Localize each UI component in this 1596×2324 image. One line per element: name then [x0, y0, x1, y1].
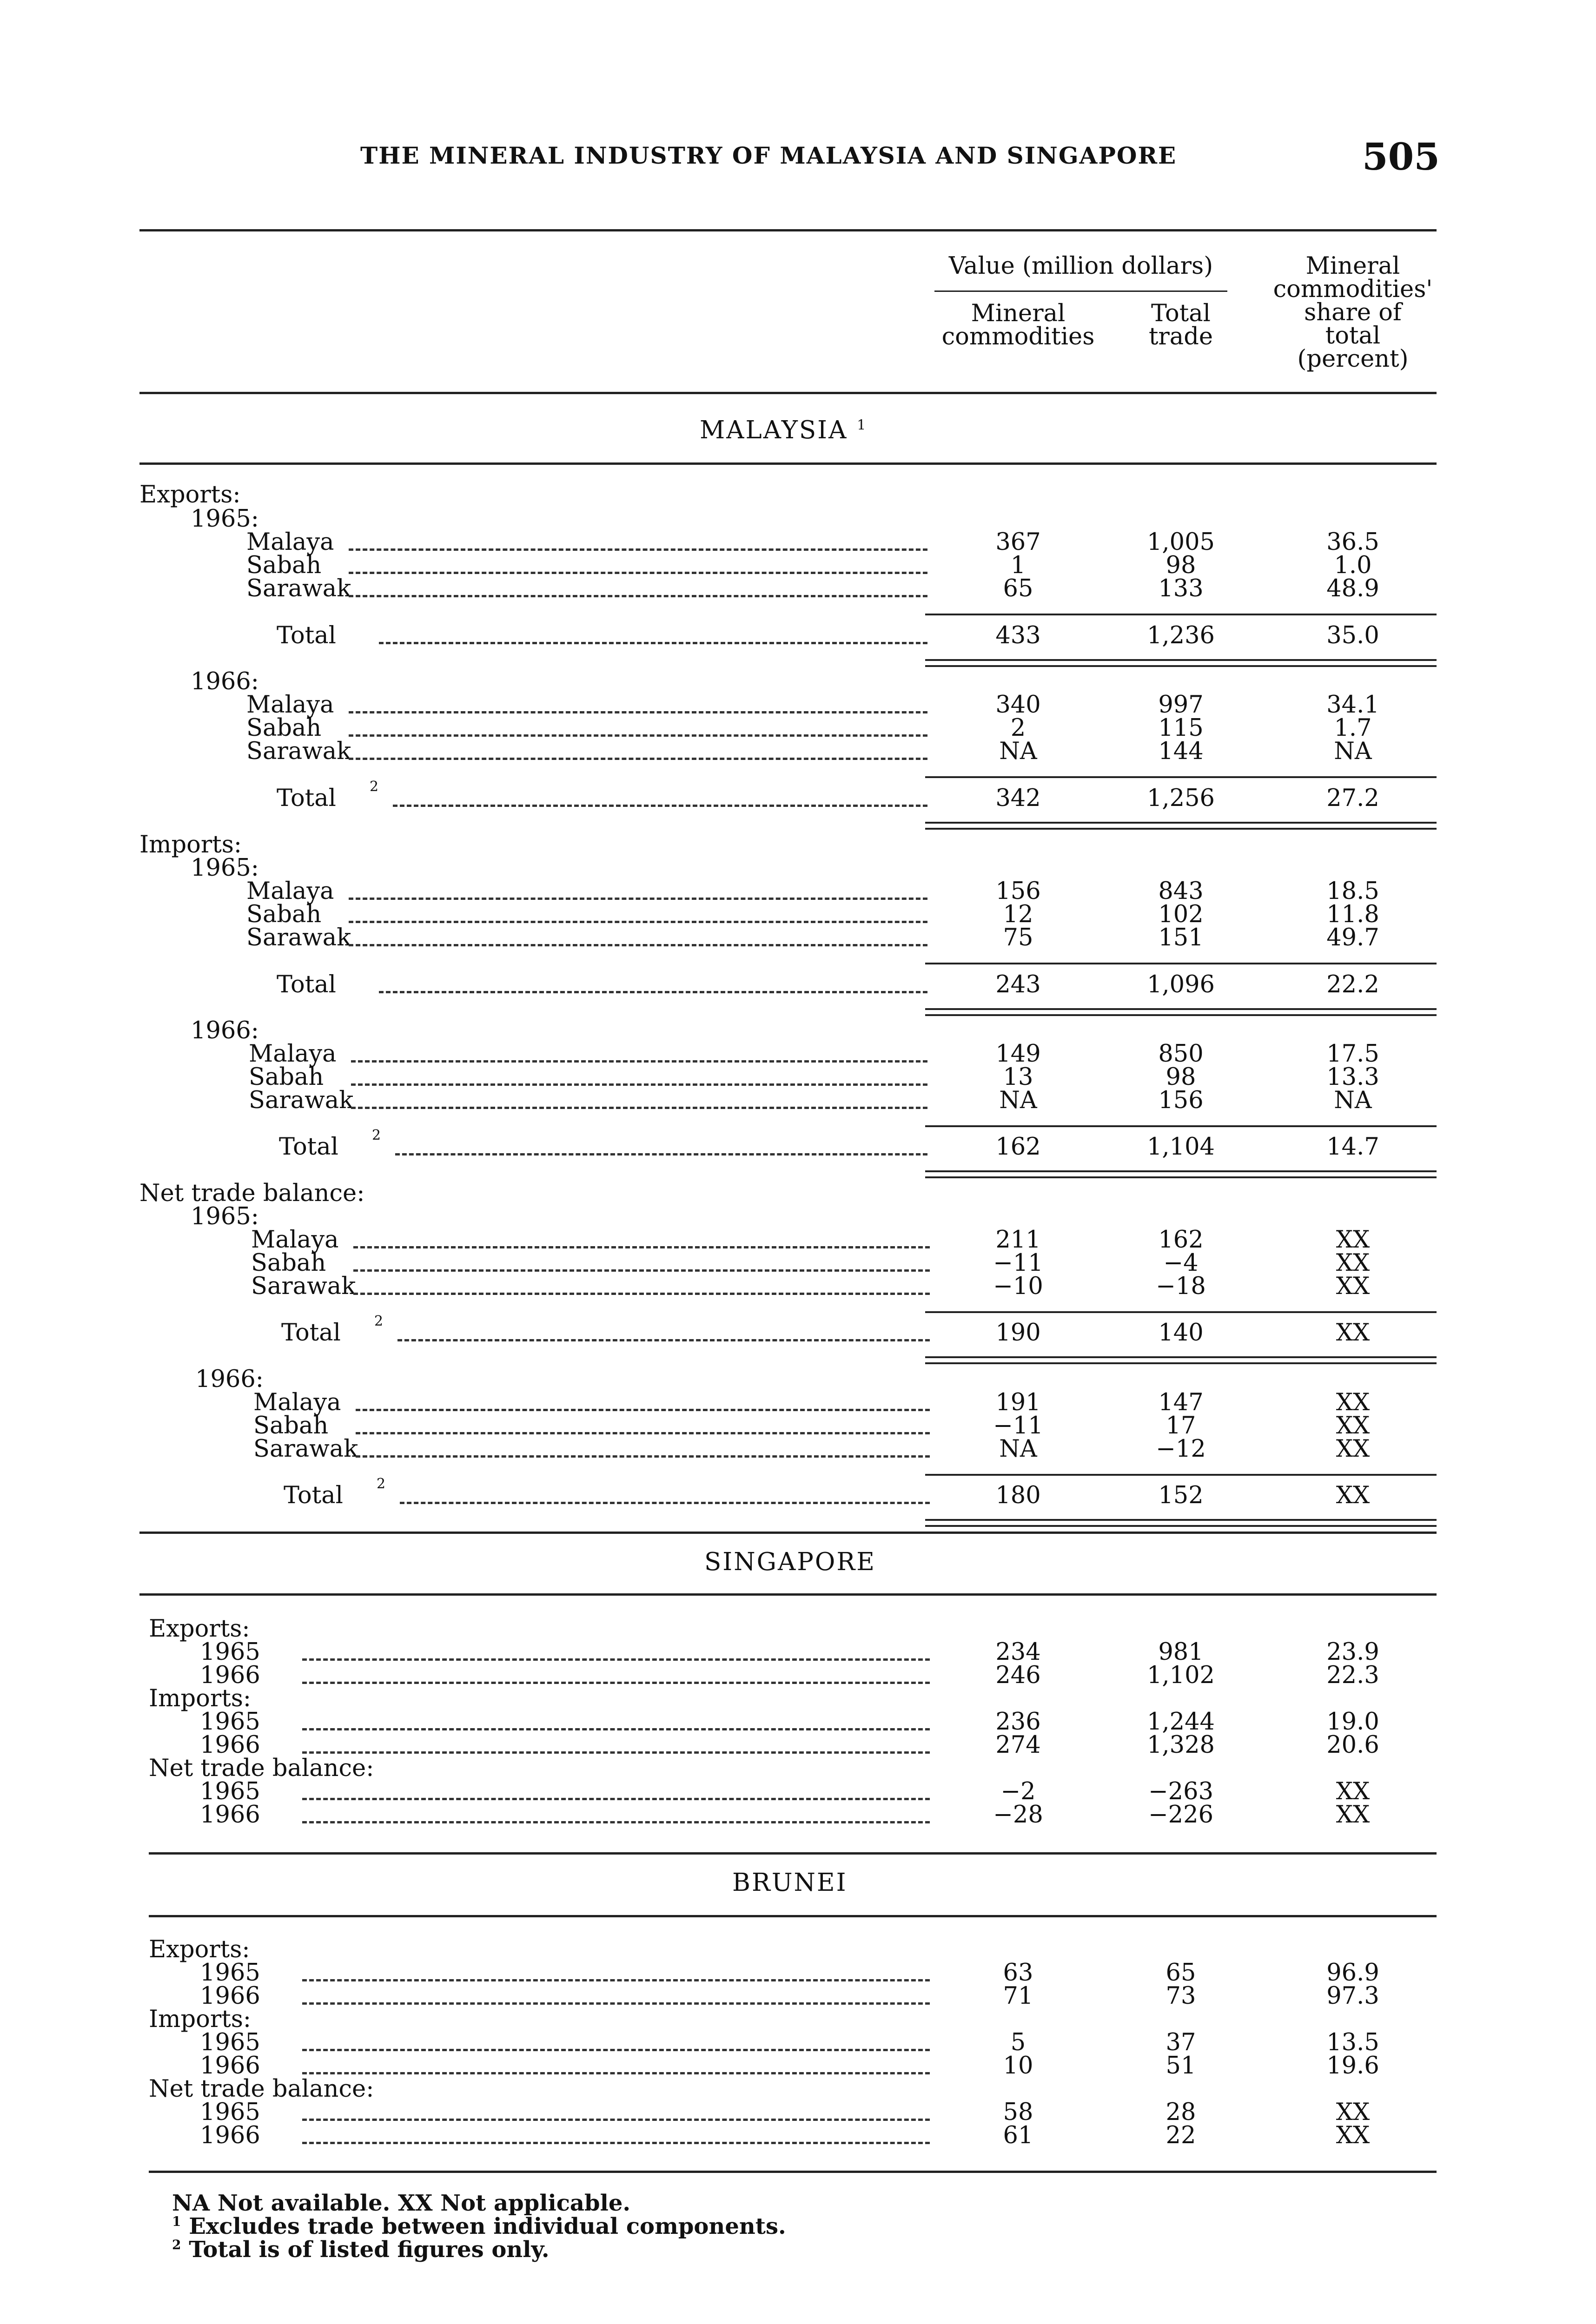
- cell-mineral: 367: [995, 528, 1041, 556]
- group-heading-exports: Exports:: [149, 1615, 250, 1643]
- cell-mineral: 1: [1010, 552, 1026, 579]
- leader-dots: [349, 711, 927, 713]
- total-rule-2: [925, 1362, 1437, 1364]
- cell-mineral: 63: [1003, 1959, 1033, 1987]
- section-rule: [149, 1852, 1437, 1855]
- table-row: [0, 554, 1596, 577]
- cell-share: NA: [1334, 738, 1372, 765]
- cell-total: 1,102: [1146, 1662, 1215, 1689]
- year-heading: 1966:: [195, 1366, 264, 1393]
- table-row: [0, 1275, 1596, 1298]
- cell-mineral: 340: [995, 691, 1041, 719]
- section-title-malaysia: MALAYSIA $^1$: [700, 416, 868, 444]
- table-row: [0, 2031, 1596, 2054]
- leader-dots: [356, 1455, 930, 1458]
- cell-mineral: 180: [995, 1482, 1041, 1509]
- row-label: 1965: [200, 1959, 260, 1987]
- page-number: 505: [1362, 135, 1440, 178]
- table-row: [0, 1780, 1596, 1803]
- row-label: Sarawak: [251, 1273, 356, 1300]
- table-row: [0, 1228, 1596, 1252]
- leader-dots: [302, 1821, 930, 1823]
- cell-total: 156: [1158, 1087, 1204, 1114]
- cell-share: 22.2: [1326, 971, 1379, 998]
- table-row: [0, 1803, 1596, 1827]
- cell-mineral: −11: [993, 1249, 1043, 1277]
- row-label: Malaya: [253, 1389, 341, 1416]
- cell-share: XX: [1336, 1435, 1370, 1463]
- cell-share: XX: [1336, 1226, 1370, 1254]
- leader-dots: [302, 1658, 930, 1661]
- cell-share: XX: [1336, 1319, 1370, 1347]
- leader-dots: [302, 1751, 930, 1754]
- leader-dots: [349, 921, 927, 923]
- row-label: Sabah: [253, 1412, 329, 1439]
- year-heading: 1965:: [191, 505, 259, 533]
- total-rule-2: [925, 828, 1437, 830]
- total-rule-2: [925, 665, 1437, 667]
- leader-dots: [302, 2072, 930, 2074]
- cell-total: −12: [1156, 1435, 1206, 1463]
- cell-mineral: 246: [995, 1662, 1041, 1689]
- table-row: [0, 2054, 1596, 2078]
- cell-total: 22: [1166, 2122, 1196, 2149]
- cell-mineral: 65: [1003, 575, 1033, 602]
- row-label: Total: [284, 1482, 343, 1509]
- group-heading-exports: Exports:: [149, 1936, 250, 1963]
- cell-share: 22.3: [1326, 1662, 1379, 1689]
- cell-total: 843: [1158, 878, 1204, 905]
- leader-dots: [349, 898, 927, 900]
- leader-dots: [302, 1798, 930, 1800]
- leader-dots: [351, 1107, 927, 1109]
- group-rule: [934, 290, 1227, 292]
- section-title-singapore: SINGAPORE: [704, 1548, 876, 1576]
- cell-mineral: −28: [993, 1801, 1043, 1829]
- total-row: Total 2 342 1,256 27.2: [0, 787, 1596, 810]
- total-rule-1: [925, 1356, 1437, 1358]
- cell-mineral: 10: [1003, 2052, 1033, 2080]
- cell-share: 20.6: [1326, 1731, 1379, 1759]
- cell-total: −226: [1148, 1801, 1214, 1829]
- leader-dots: [353, 1246, 930, 1248]
- group-heading-exports: Exports:: [139, 481, 241, 508]
- cell-mineral: 274: [995, 1731, 1041, 1759]
- leader-dots: [356, 1432, 930, 1434]
- cell-total: 73: [1166, 1982, 1196, 2010]
- section-title-brunei: BRUNEI: [732, 1868, 848, 1897]
- cell-share: 36.5: [1326, 528, 1379, 556]
- cell-total: 850: [1158, 1040, 1204, 1068]
- subtotal-rule: [925, 614, 1437, 615]
- cell-mineral: 234: [995, 1638, 1041, 1666]
- cell-share: XX: [1336, 2099, 1370, 2126]
- row-label: Sarawak: [253, 1435, 358, 1463]
- table-row: [0, 1982, 1596, 2010]
- footnote-2: $^2$ Total is of listed figures only.: [172, 2237, 550, 2263]
- cell-share: XX: [1336, 1389, 1370, 1416]
- cell-total: 1,256: [1146, 785, 1215, 812]
- row-label: Malaya: [246, 691, 334, 719]
- cell-mineral: 191: [995, 1389, 1041, 1416]
- table-row: [0, 1040, 1596, 1068]
- row-label: Sarawak: [249, 1087, 354, 1114]
- cell-share: XX: [1336, 1412, 1370, 1439]
- cell-mineral: 162: [995, 1133, 1041, 1161]
- year-heading: 1966:: [191, 668, 259, 695]
- cell-share: 19.6: [1326, 2052, 1379, 2080]
- cell-mineral: NA: [999, 1435, 1037, 1463]
- leader-dots: [349, 595, 927, 597]
- cell-total: 65: [1166, 1959, 1196, 1987]
- leader-dots: [379, 642, 927, 644]
- table-row: [0, 1638, 1596, 1666]
- cell-total: −18: [1156, 1273, 1206, 1300]
- row-label: 1965: [200, 2099, 260, 2126]
- row-label: 1966: [200, 1662, 260, 1689]
- leader-dots: [351, 1060, 927, 1063]
- total-row: Total 2 180 152 XX: [0, 1484, 1596, 1507]
- cell-share: 27.2: [1326, 785, 1379, 812]
- cell-total: 144: [1158, 738, 1204, 765]
- row-label: Malaya: [251, 1226, 339, 1254]
- cell-total: 115: [1158, 714, 1204, 742]
- top-rule: [139, 229, 1437, 231]
- cell-mineral: 2: [1010, 714, 1026, 742]
- cell-total: 102: [1158, 901, 1204, 928]
- cell-total: 1,104: [1146, 1133, 1215, 1161]
- subtotal-rule: [925, 776, 1437, 778]
- row-label: Total: [279, 1133, 338, 1161]
- table-row: [0, 1391, 1596, 1414]
- cell-total: 37: [1166, 2029, 1196, 2056]
- total-rule-2: [925, 1525, 1437, 1527]
- cell-mineral: 71: [1003, 1982, 1033, 2010]
- leader-dots: [349, 734, 927, 737]
- table-row: [0, 880, 1596, 903]
- leader-dots: [356, 1409, 930, 1411]
- row-label: 1965: [200, 2029, 260, 2056]
- group-heading-imports: Imports:: [139, 831, 242, 858]
- cell-total: 1,005: [1146, 528, 1215, 556]
- leader-dots: [349, 944, 927, 946]
- cell-total: 1,236: [1146, 622, 1215, 649]
- row-label: Sarawak: [246, 575, 351, 602]
- cell-mineral: 58: [1003, 2099, 1033, 2126]
- cell-mineral: 149: [995, 1040, 1041, 1068]
- cell-total: 140: [1158, 1319, 1204, 1347]
- total-row: [0, 973, 1596, 997]
- cell-mineral: 12: [1003, 901, 1033, 928]
- cell-mineral: NA: [999, 738, 1037, 765]
- cell-share: 1.7: [1334, 714, 1372, 742]
- table-row: [0, 693, 1596, 717]
- cell-total: 162: [1158, 1226, 1204, 1254]
- row-label: Sabah: [246, 901, 322, 928]
- subtotal-rule: [925, 1474, 1437, 1476]
- total-row: Total 2 162 1,104 14.7: [0, 1136, 1596, 1159]
- table-row: [0, 1414, 1596, 1438]
- leader-dots: [397, 1339, 930, 1341]
- table-row: [0, 2124, 1596, 2147]
- table-row: [0, 577, 1596, 601]
- leader-dots: [400, 1502, 930, 1504]
- cell-share: 1.0: [1334, 552, 1372, 579]
- row-label: Sabah: [249, 1063, 324, 1091]
- total-rule-1: [925, 822, 1437, 824]
- cell-share: XX: [1336, 2122, 1370, 2149]
- row-label: 1966: [200, 2052, 260, 2080]
- total-row: [0, 624, 1596, 647]
- row-label: 1966: [200, 1801, 260, 1829]
- leader-dots: [393, 805, 927, 807]
- row-label: Total: [281, 1319, 341, 1347]
- cell-share: NA: [1334, 1087, 1372, 1114]
- cell-share: XX: [1336, 1801, 1370, 1829]
- cell-mineral: 5: [1010, 2029, 1026, 2056]
- section-rule: [149, 1915, 1437, 1917]
- cell-share: 19.0: [1326, 1708, 1379, 1736]
- total-rule-2: [925, 1176, 1437, 1178]
- cell-mineral: 433: [995, 622, 1041, 649]
- cell-share: XX: [1336, 1273, 1370, 1300]
- cell-total: 1,096: [1146, 971, 1215, 998]
- subtotal-rule: [925, 1125, 1437, 1127]
- cell-total: 1,328: [1146, 1731, 1215, 1759]
- footnote-na-xx: NA Not available. XX Not applicable.: [172, 2190, 631, 2216]
- total-rule-1: [925, 1008, 1437, 1010]
- cell-mineral: 61: [1003, 2122, 1033, 2149]
- leader-dots: [349, 758, 927, 760]
- leader-dots: [302, 2002, 930, 2005]
- leader-dots: [353, 1293, 930, 1295]
- row-label: 1966: [200, 2122, 260, 2149]
- cell-total: 17: [1166, 1412, 1196, 1439]
- year-heading: 1965:: [191, 854, 259, 882]
- cell-total: 98: [1166, 552, 1196, 579]
- cell-mineral: 13: [1003, 1063, 1033, 1091]
- total-rule-1: [925, 1170, 1437, 1172]
- cell-total: 147: [1158, 1389, 1204, 1416]
- row-label: 1965: [200, 1638, 260, 1666]
- leader-dots: [302, 1728, 930, 1730]
- column-header-share: Mineral commodities' share of total (percent): [1273, 252, 1433, 373]
- row-label: Malaya: [246, 878, 334, 905]
- leader-dots: [302, 1682, 930, 1684]
- group-heading-net: Net trade balance:: [149, 2075, 374, 2103]
- cell-mineral: NA: [999, 1087, 1037, 1114]
- group-heading-net: Net trade balance:: [149, 1755, 374, 1782]
- table-row: [0, 714, 1596, 742]
- section-rule: [139, 462, 1437, 465]
- cell-total: 51: [1166, 2052, 1196, 2080]
- cell-total: 981: [1158, 1638, 1204, 1666]
- cell-mineral: −11: [993, 1412, 1043, 1439]
- row-label: Sarawak: [246, 924, 351, 951]
- table-row: [0, 740, 1596, 763]
- column-group-header: Value (million dollars): [948, 252, 1213, 280]
- table-row: [0, 1249, 1596, 1277]
- row-label: Malaya: [249, 1040, 337, 1068]
- leader-dots: [349, 548, 927, 551]
- cell-total: 98: [1166, 1063, 1196, 1091]
- table-row: [0, 903, 1596, 926]
- section-rule: [139, 1532, 1437, 1534]
- leader-dots: [349, 572, 927, 574]
- cell-share: 34.1: [1326, 691, 1379, 719]
- cell-total: 997: [1158, 691, 1204, 719]
- footnote-1: $^1$ Excludes trade between individual components.: [172, 2213, 786, 2239]
- cell-mineral: 75: [1003, 924, 1033, 951]
- cell-mineral: 236: [995, 1708, 1041, 1736]
- leader-dots: [302, 2142, 930, 2144]
- cell-total: 152: [1158, 1482, 1204, 1509]
- cell-share: 96.9: [1326, 1959, 1379, 1987]
- cell-share: 49.7: [1326, 924, 1379, 951]
- cell-share: 18.5: [1326, 878, 1379, 905]
- section-rule: [139, 1593, 1437, 1596]
- cell-mineral: 190: [995, 1319, 1041, 1347]
- cell-share: 35.0: [1326, 622, 1379, 649]
- row-label: Sarawak: [246, 738, 351, 765]
- cell-mineral: 156: [995, 878, 1041, 905]
- row-label: Sabah: [246, 714, 322, 742]
- cell-share: 13.3: [1326, 1063, 1379, 1091]
- cell-mineral: 342: [995, 785, 1041, 812]
- group-heading-imports: Imports:: [149, 1685, 252, 1712]
- group-heading-imports: Imports:: [149, 2006, 252, 2033]
- cell-mineral: 243: [995, 971, 1041, 998]
- cell-share: XX: [1336, 1249, 1370, 1277]
- column-header-total: Total trade: [1148, 300, 1213, 350]
- cell-total: 28: [1166, 2099, 1196, 2126]
- leader-dots: [302, 1979, 930, 1981]
- cell-total: −4: [1163, 1249, 1199, 1277]
- cell-share: 14.7: [1326, 1133, 1379, 1161]
- leader-dots: [302, 2119, 930, 2121]
- cell-share: 17.5: [1326, 1040, 1379, 1068]
- total-row: Total 2 190 140 XX: [0, 1321, 1596, 1345]
- total-rule-1: [925, 659, 1437, 661]
- cell-share: XX: [1336, 1482, 1370, 1509]
- cell-share: 97.3: [1326, 1982, 1379, 2010]
- year-heading: 1966:: [191, 1017, 259, 1044]
- leader-dots: [302, 2049, 930, 2051]
- total-rule-2: [925, 1014, 1437, 1016]
- leader-dots: [379, 991, 927, 993]
- running-header: THE MINERAL INDUSTRY OF MALAYSIA AND SINGAPORE: [360, 142, 1177, 169]
- cell-share: 13.5: [1326, 2029, 1379, 2056]
- cell-total: −263: [1148, 1778, 1214, 1805]
- table-row: [0, 1961, 1596, 1985]
- group-heading-net: Net trade balance:: [139, 1180, 365, 1207]
- leader-dots: [395, 1153, 927, 1155]
- column-header-mineral: Mineral commodities: [941, 300, 1095, 350]
- cell-share: 48.9: [1326, 575, 1379, 602]
- cell-share: 11.8: [1326, 901, 1379, 928]
- table-row: [0, 528, 1596, 556]
- year-heading: 1965:: [191, 1203, 259, 1230]
- leader-dots: [351, 1083, 927, 1086]
- cell-total: 151: [1158, 924, 1204, 951]
- cell-share: XX: [1336, 1778, 1370, 1805]
- cell-share: 23.9: [1326, 1638, 1379, 1666]
- table-row: [0, 1435, 1596, 1463]
- row-label: Total: [277, 622, 336, 649]
- row-label: Total: [277, 785, 336, 812]
- cell-total: 1,244: [1146, 1708, 1215, 1736]
- cell-mineral: −10: [993, 1273, 1043, 1300]
- row-label: Malaya: [246, 528, 334, 556]
- cell-total: 133: [1158, 575, 1204, 602]
- subtotal-rule: [925, 963, 1437, 964]
- row-label: 1965: [200, 1708, 260, 1736]
- total-rule-1: [925, 1519, 1437, 1521]
- row-label: Sabah: [251, 1249, 326, 1277]
- row-label: Sabah: [246, 552, 322, 579]
- table-row: [0, 1063, 1596, 1091]
- table-row: [0, 926, 1596, 950]
- leader-dots: [353, 1269, 930, 1272]
- cell-mineral: 211: [995, 1226, 1041, 1254]
- table-row: [0, 1089, 1596, 1112]
- header-bottom-rule: [139, 392, 1437, 394]
- table-row: [0, 1664, 1596, 1687]
- row-label: Total: [277, 971, 336, 998]
- subtotal-rule: [925, 1311, 1437, 1313]
- row-label: 1965: [200, 1778, 260, 1805]
- row-label: 1966: [200, 1731, 260, 1759]
- table-row: [0, 1710, 1596, 1734]
- cell-mineral: −2: [1000, 1778, 1036, 1805]
- bottom-rule: [149, 2171, 1437, 2173]
- table-row: [0, 2101, 1596, 2124]
- row-label: 1966: [200, 1982, 260, 2010]
- table-row: [0, 1731, 1596, 1759]
